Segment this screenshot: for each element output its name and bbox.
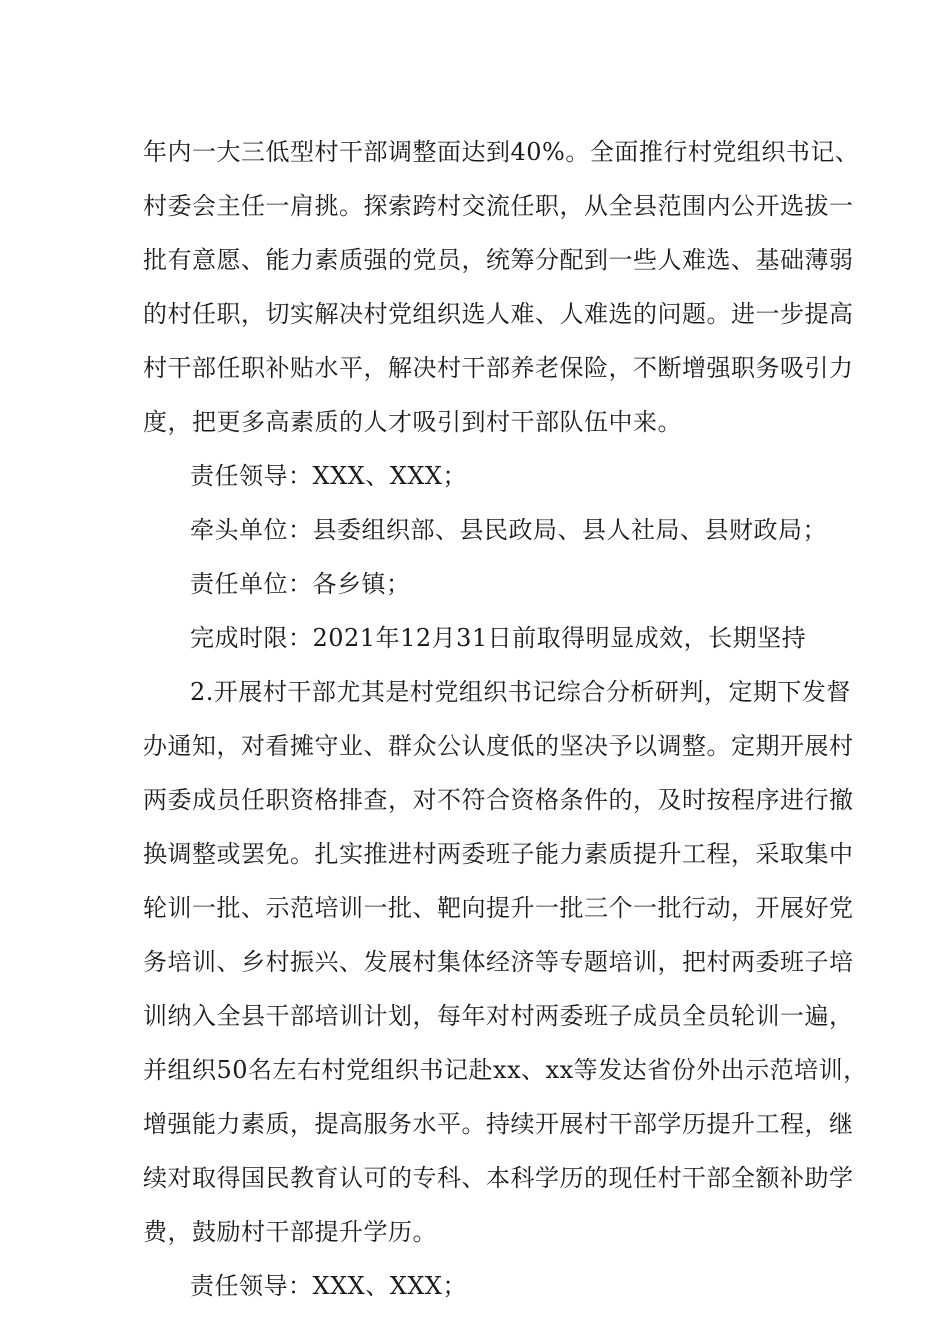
text-line: 并组织50名左右村党组织书记赴xx、xx等发达省份外出示范培训， [143, 1056, 868, 1084]
responsible-leader-line: 责任领导：XXX、XXX； [190, 1272, 468, 1300]
text-line: 增强能力素质，提高服务水平。持续开展村干部学历提升工程，继 [143, 1110, 854, 1138]
text-line: 续对取得国民教育认可的专科、本科学历的现任村干部全额补助学 [143, 1164, 854, 1192]
text-line: 村委会主任一肩挑。探索跨村交流任职，从全县范围内公开选拔一 [143, 192, 854, 220]
text-line: 换调整或罢免。扎实推进村两委班子能力素质提升工程，采取集中 [143, 840, 854, 868]
text-line: 两委成员任职资格排查，对不符合资格条件的，及时按程序进行撤 [143, 786, 854, 814]
text-line: 年内一大三低型村干部调整面达到40%。全面推行村党组织书记、 [143, 138, 860, 166]
text-line: 务培训、乡村振兴、发展村集体经济等专题培训，把村两委班子培 [143, 948, 854, 976]
responsible-unit-line: 责任单位：各乡镇； [190, 570, 411, 598]
text-line: 费，鼓励村干部提升学历。 [143, 1218, 437, 1246]
text-line: 2.开展村干部尤其是村党组织书记综合分析研判，定期下发督 [190, 678, 851, 706]
deadline-line: 完成时限：2021年12月31日前取得明显成效，长期坚持 [190, 624, 807, 652]
lead-unit-line: 牵头单位：县委组织部、县民政局、县人社局、县财政局； [190, 516, 827, 544]
text-line: 村干部任职补贴水平，解决村干部养老保险，不断增强职务吸引力 [143, 354, 854, 382]
text-line: 训纳入全县干部培训计划，每年对村两委班子成员全员轮训一遍， [143, 1002, 854, 1030]
responsible-leader-line: 责任领导：XXX、XXX； [190, 462, 468, 490]
text-line: 轮训一批、示范培训一批、靶向提升一批三个一批行动，开展好党 [143, 894, 854, 922]
text-line: 批有意愿、能力素质强的党员，统筹分配到一些人难选、基础薄弱 [143, 246, 854, 274]
text-line: 办通知，对看摊守业、群众公认度低的坚决予以调整。定期开展村 [143, 732, 854, 760]
text-line: 的村任职，切实解决村党组织选人难、人难选的问题。进一步提高 [143, 300, 854, 328]
text-line: 度，把更多高素质的人才吸引到村干部队伍中来。 [143, 408, 682, 436]
